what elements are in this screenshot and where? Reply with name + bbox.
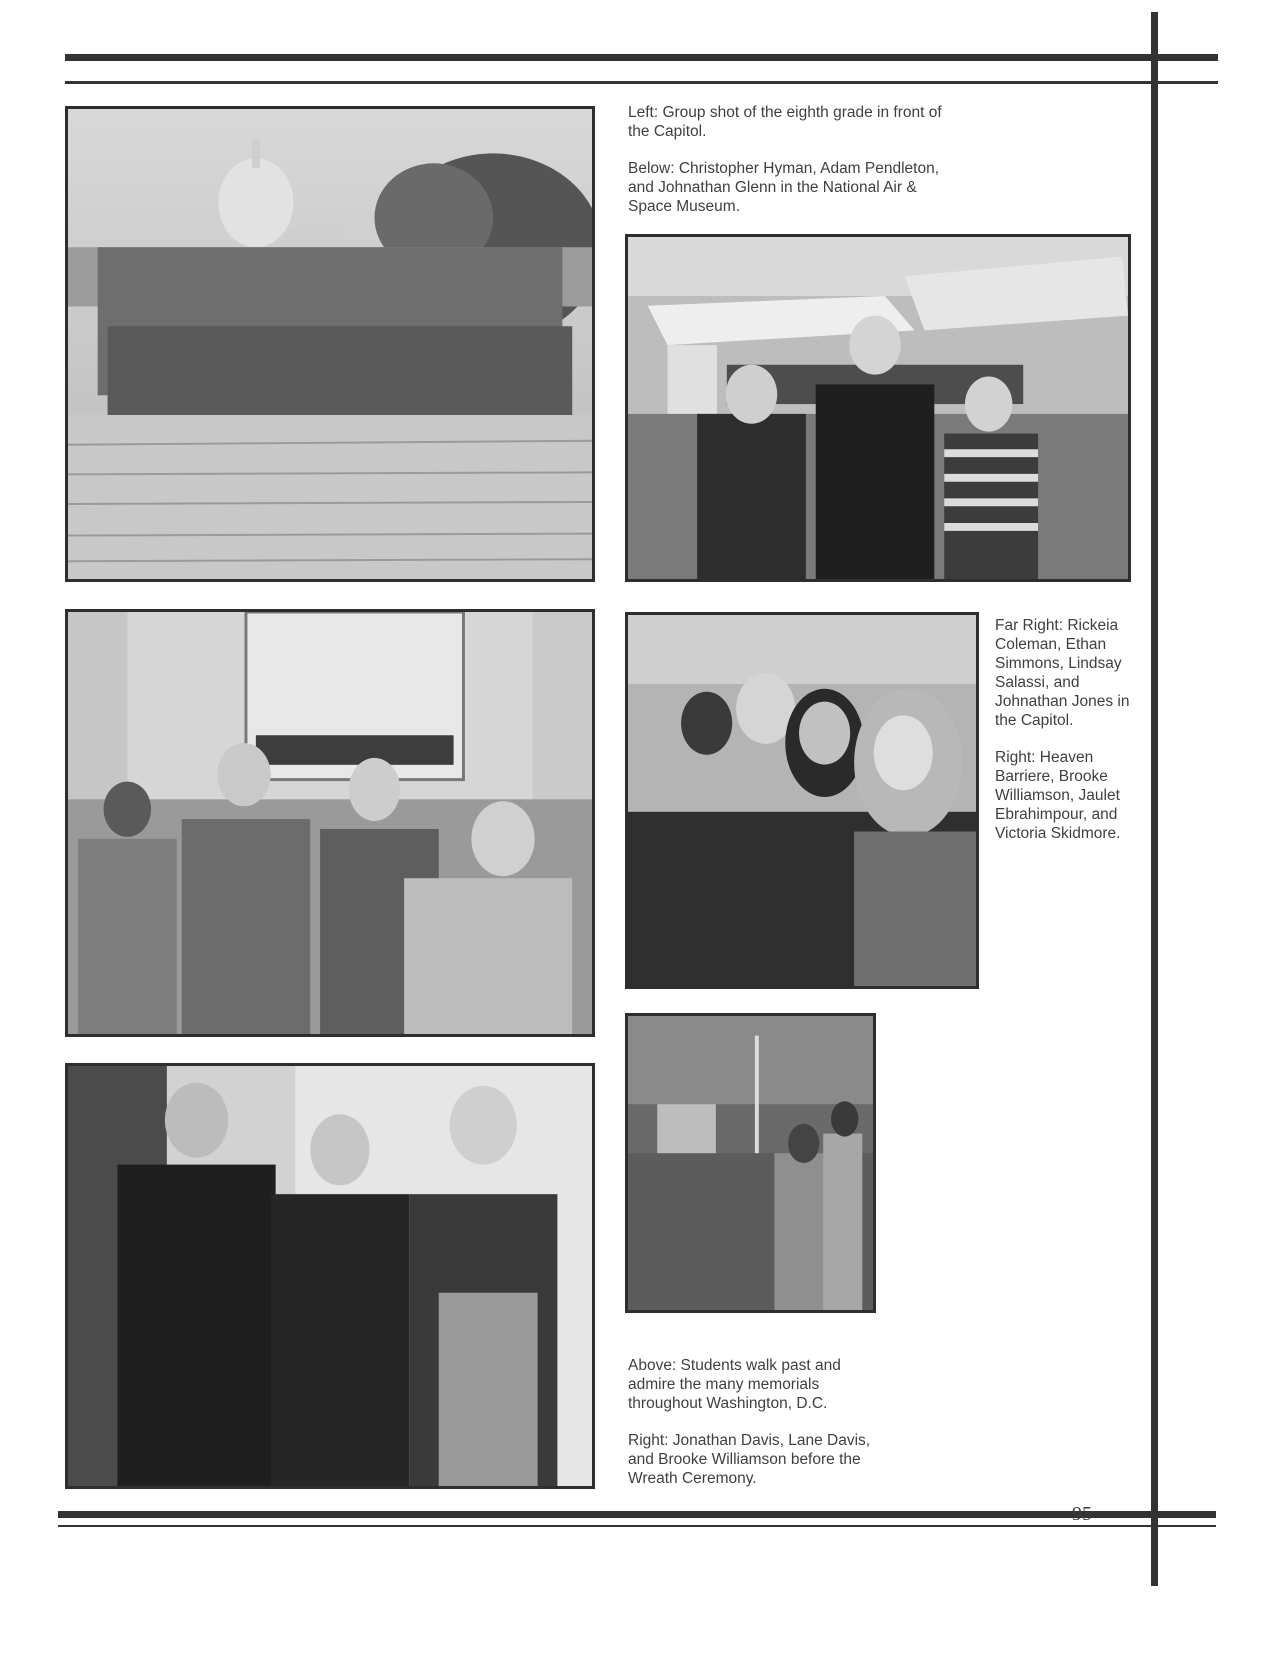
bottom-rule-thick <box>58 1511 1216 1518</box>
page-number: 95 <box>1072 1503 1092 1525</box>
right-vertical-rule <box>1151 12 1158 1586</box>
top-rule-thick <box>65 54 1218 61</box>
caption-far-right-capitol: Far Right: Rickeia Coleman, Ethan Simmons, Lindsay Salassi, and Johnathan Jones in the Capitol. <box>995 617 1130 729</box>
caption-right-wreath: Right: Jonathan Davis, Lane Davis, and Brooke Williamson before the Wreath Ceremony. <box>628 1432 871 1487</box>
caption-bottom-right <box>628 1356 873 1506</box>
visitor-center-photo <box>65 609 595 1037</box>
caption-above-memorials: Above: Students walk past and admire the many memorials throughout Washington, D.C. <box>628 1357 841 1412</box>
top-rule-thin <box>65 81 1218 84</box>
wreath-ceremony-photo <box>65 1063 595 1489</box>
caption-right-girls: Right: Heaven Barriere, Brooke Williamson, Jaulet Ebrahimpour, and Victoria Skidmore. <box>995 749 1121 842</box>
bottom-rule-thin <box>58 1525 1216 1527</box>
caption-top-right <box>628 103 958 234</box>
girls-capitol-photo <box>625 612 979 989</box>
air-space-museum-photo <box>625 234 1131 582</box>
caption-left-group-shot: Left: Group shot of the eighth grade in front of the Capitol. <box>628 104 942 140</box>
capitol-group-photo <box>65 106 595 582</box>
memorials-photo <box>625 1013 876 1313</box>
caption-below-air-space: Below: Christopher Hyman, Adam Pendleton, and Johnathan Glenn in the National Air & Space Museum. <box>628 160 940 215</box>
caption-middle-right <box>995 616 1145 861</box>
